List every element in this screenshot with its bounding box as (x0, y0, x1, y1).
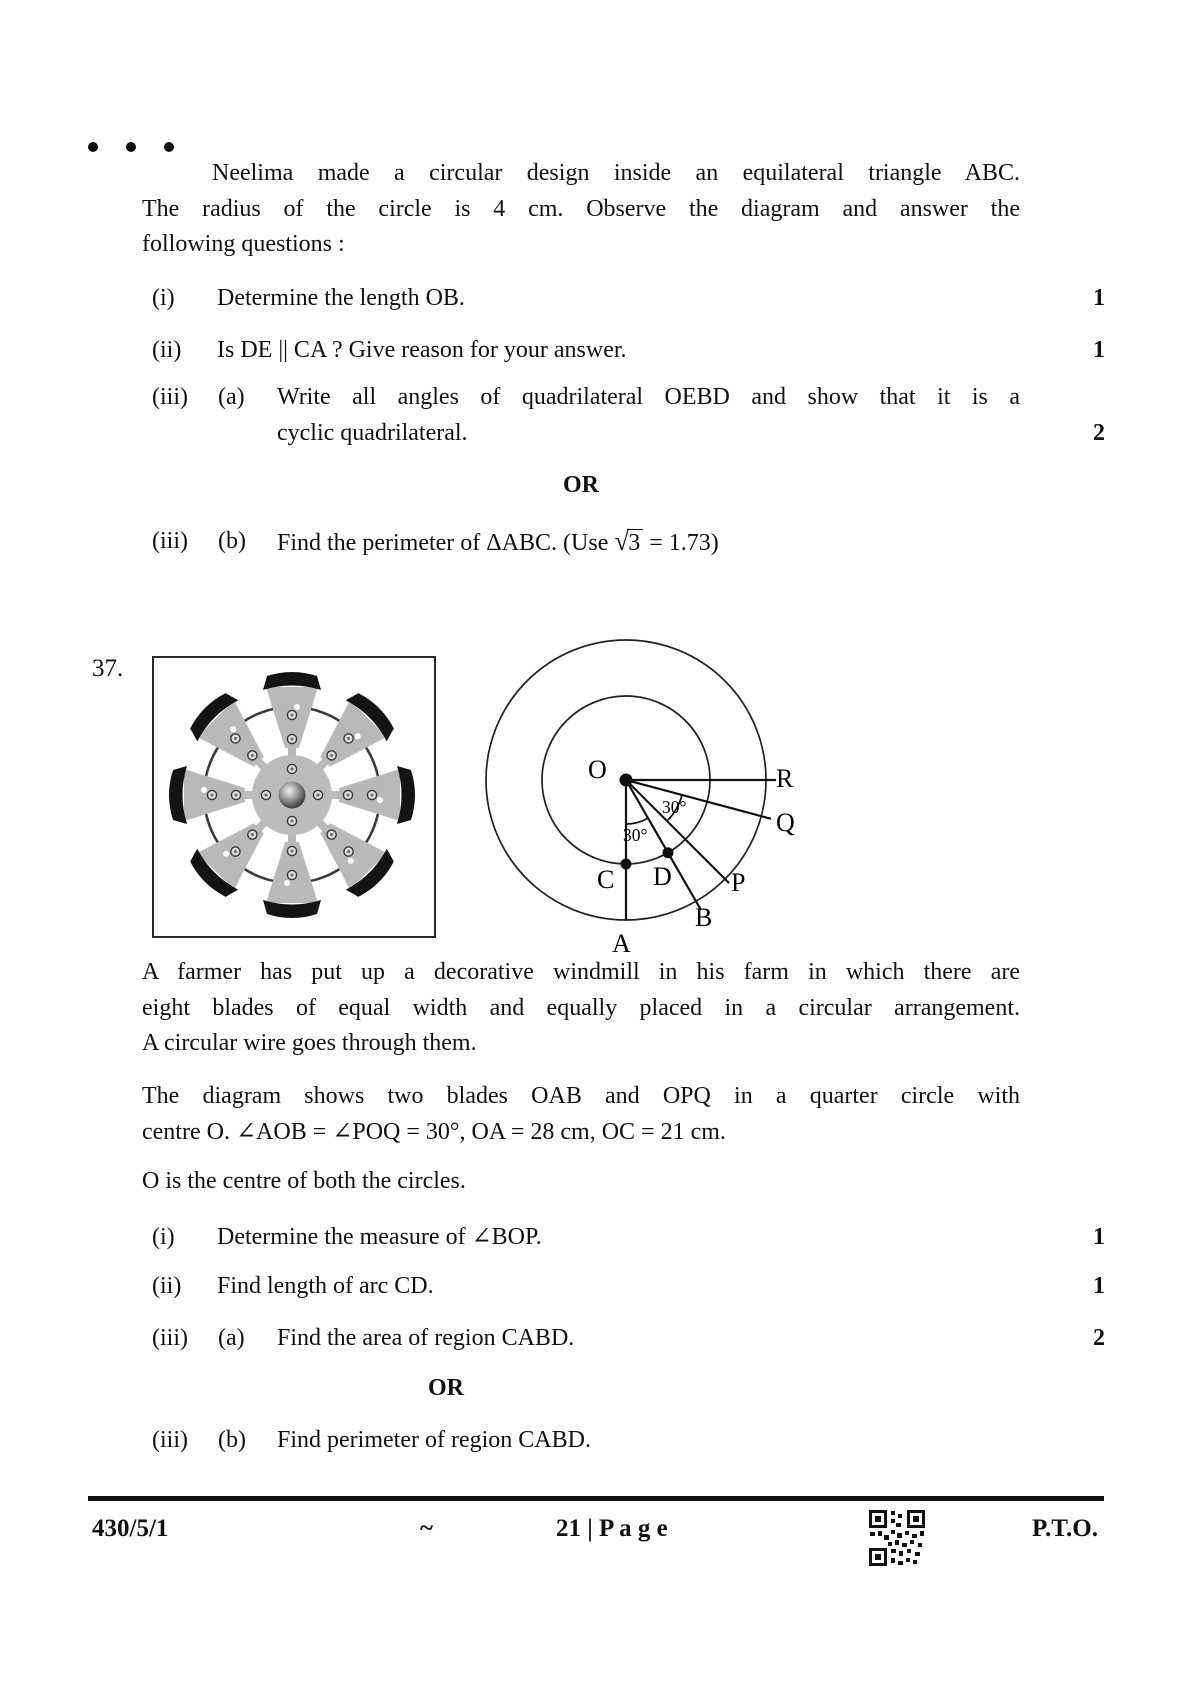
q37-item-ii (152, 1269, 1105, 1305)
question-item-iii-b (152, 524, 1105, 562)
item-subnumber: (a) (218, 384, 245, 410)
item-number: (iii) (152, 1325, 188, 1351)
intro-line: The radius of the circle is 4 cm. Observe the diagram and answer the (142, 195, 1020, 222)
item-number: (iii) (152, 384, 188, 410)
item-text (277, 380, 1020, 451)
windmill-figure-frame (152, 656, 436, 938)
sqrt-radicand: 3 (627, 529, 643, 556)
label-O: O (588, 755, 607, 784)
question-a-intro (142, 156, 1020, 263)
para-line: The diagram shows two blades OAB and OPQ in a quarter circle with (142, 1083, 1020, 1109)
marks-value: 2 (1093, 1325, 1105, 1351)
item-text: Determine the length OB. (217, 285, 465, 311)
item-text-prefix: Find the perimeter of ΔABC. (Use (277, 530, 615, 556)
item-text-line: cyclic quadrilateral. (277, 419, 468, 446)
label-D: D (653, 862, 672, 891)
para-line: A farmer has put up a decorative windmill in his farm in which there are (142, 959, 1020, 985)
label-B: B (695, 903, 713, 932)
question-number: 37. (92, 655, 124, 682)
item-number: (i) (152, 285, 175, 311)
marks-value: 1 (1093, 1224, 1105, 1250)
q37-item-iii-a (152, 1321, 1105, 1357)
q37-diagram-paragraph (142, 1079, 1020, 1150)
label-P: P (731, 868, 746, 897)
para-line: eight blades of equal width and equally placed in a circular arrangement. (142, 994, 1020, 1021)
windmill-figure (154, 658, 430, 932)
item-number: (i) (152, 1224, 175, 1250)
item-subnumber: (b) (218, 528, 246, 554)
label-R: R (776, 764, 794, 793)
item-text: Determine the measure of ∠BOP. (217, 1224, 542, 1250)
ray-OQ (626, 780, 771, 819)
item-text: Is DE || CA ? Give reason for your answer. (217, 337, 627, 363)
marks-value: 1 (1093, 285, 1105, 311)
item-text: Find length of arc CD. (217, 1273, 434, 1299)
item-text (277, 524, 1020, 562)
label-A: A (612, 929, 631, 958)
point-C (621, 859, 632, 870)
item-number: (iii) (152, 528, 188, 554)
sqrt-symbol: √ (614, 526, 630, 556)
question-item-iii-a (152, 380, 1105, 451)
para-line: A circular wire goes through them. (142, 1030, 477, 1056)
footer-rule (88, 1496, 1104, 1501)
item-text: Find perimeter of region CABD. (277, 1427, 591, 1453)
point-O (620, 774, 633, 787)
or-separator: OR (428, 1375, 464, 1401)
intro-line: following questions : (142, 231, 345, 257)
label-Q: Q (776, 808, 795, 837)
question-item-i (152, 281, 1105, 317)
q37-centre-paragraph: O is the centre of both the circles. (142, 1168, 466, 1194)
marks-value: 1 (1093, 1273, 1105, 1299)
qr-code (868, 1509, 926, 1567)
marks-value: 1 (1093, 337, 1105, 363)
label-angle-POQ: 30° (662, 797, 687, 817)
question-item-ii (152, 333, 1105, 369)
blades-circle-figure (460, 600, 800, 962)
intro-line: Neelima made a circular design inside an equilateral triangle ABC. (212, 160, 1020, 186)
point-D (663, 847, 674, 858)
bullet-dot (126, 142, 136, 152)
page-number: 21 | P a g e (556, 1515, 668, 1542)
paper-code: 430/5/1 (92, 1515, 169, 1542)
item-text-suffix: = 1.73) (643, 530, 719, 556)
continuation-bullets (88, 142, 174, 152)
q37-farmer-paragraph (142, 955, 1020, 1062)
q37-item-i (152, 1220, 1105, 1256)
pto-label: P.T.O. (1032, 1515, 1098, 1542)
item-number: (iii) (152, 1427, 188, 1453)
label-angle-AOB: 30° (623, 825, 648, 845)
label-C: C (597, 865, 615, 894)
item-subnumber: (a) (218, 1325, 245, 1351)
item-number: (ii) (152, 337, 182, 363)
bullet-dot (88, 142, 98, 152)
item-subnumber: (b) (218, 1427, 246, 1453)
item-text: Find the area of region CABD. (277, 1325, 575, 1351)
or-separator: OR (563, 472, 599, 498)
marks-value: 2 (1093, 419, 1105, 446)
bullet-dot (164, 142, 174, 152)
item-number: (ii) (152, 1273, 182, 1299)
angle-arc-AOB (626, 818, 648, 824)
hub-center-sphere (279, 782, 306, 809)
item-text-line: Write all angles of quadrilateral OEBD and show that it is a (277, 384, 1020, 410)
footer-tilde: ~ (420, 1515, 434, 1542)
para-line: centre O. ∠AOB = ∠POQ = 30°, OA = 28 cm, OC = 21 cm. (142, 1118, 726, 1145)
q37-item-iii-b (152, 1423, 1105, 1459)
